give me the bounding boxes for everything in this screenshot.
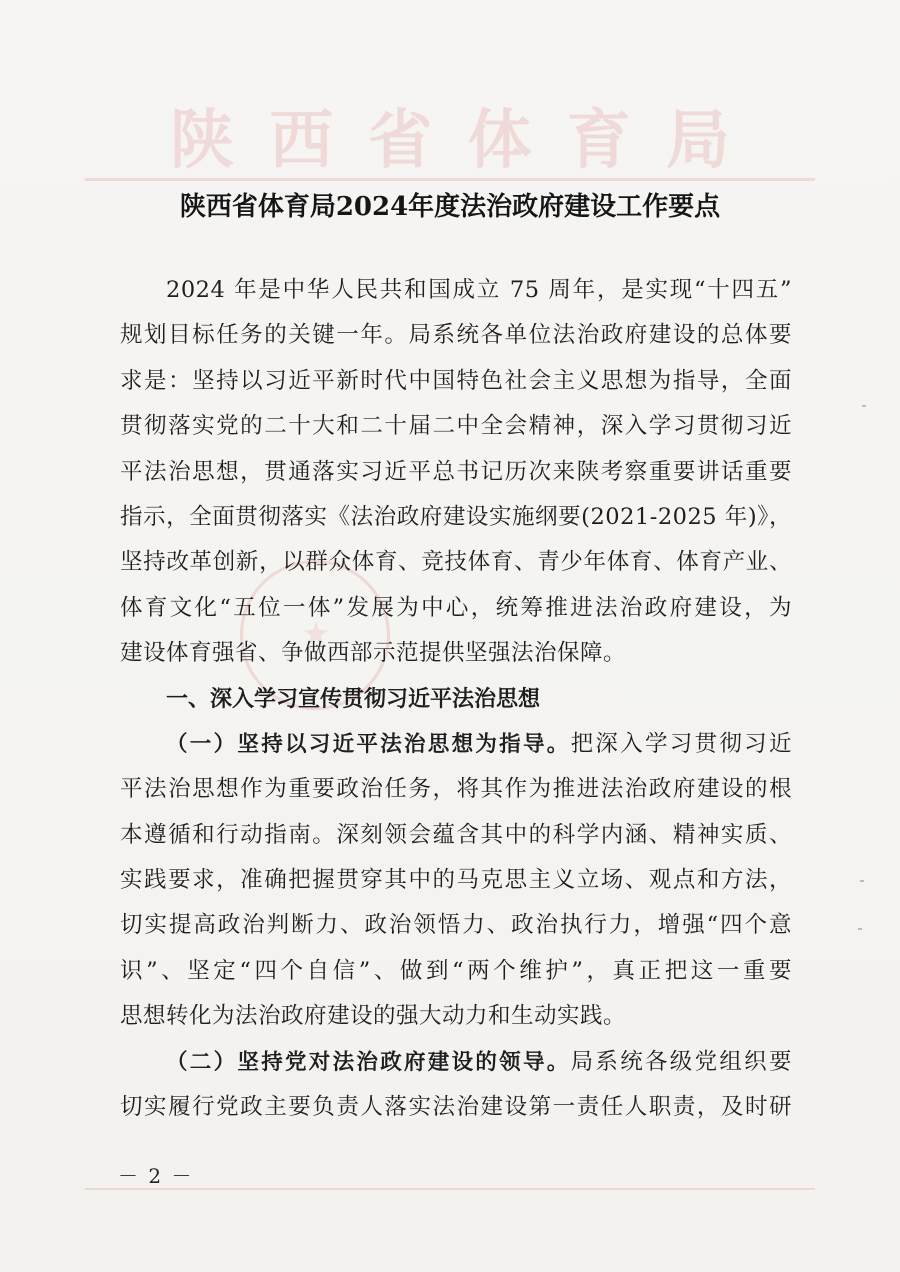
bleed-through-rule-bottom	[85, 1188, 815, 1190]
ghost-char: 局	[665, 103, 730, 178]
ghost-char: 陕	[170, 103, 234, 178]
body-line: 实践要求，准确把握贯穿其中的马克思主义立场、观点和方法，	[120, 867, 792, 894]
section-heading: 一、深入学习宣传贯彻习近平法治思想	[166, 686, 541, 712]
scan-speck	[862, 405, 866, 407]
ghost-char: 省	[368, 103, 433, 178]
body-line: 识”、坚定“四个自信”、做到“两个维护”，真正把这一重要	[120, 957, 792, 984]
body-line: 建设体育强省、争做西部示范提供坚强法治保障。	[120, 640, 627, 667]
document-body	[120, 268, 792, 1130]
body-line: 平法治思想，贯通落实习近平总书记历次来陕考察重要讲话重要	[120, 458, 792, 485]
bleed-through-rule	[85, 178, 815, 181]
item-text: 把深入学习贯彻习近	[570, 730, 792, 757]
body-line: 切实提高政治判断力、政治领悟力、政治执行力，增强“四个意	[120, 912, 792, 939]
document-title: 陕西省体育局2024年度法治政府建设工作要点	[179, 192, 721, 222]
item-text: 局系统各级党组织要	[570, 1048, 792, 1075]
body-line: 规划目标任务的关键一年。局系统各单位法治政府建设的总体要	[120, 322, 792, 349]
body-line: 求是：坚持以习近平新时代中国特色社会主义思想为指导，全面	[120, 367, 792, 394]
body-line: 2024 年是中华人民共和国成立 75 周年，是实现“十四五”	[166, 277, 792, 303]
item-first-line	[120, 1040, 792, 1085]
body-line: 指示，全面贯彻落实《法治政府建设实施纲要(2021-2025 年)》，	[120, 503, 792, 530]
ghost-char: 育	[566, 103, 631, 178]
ghost-char: 西	[269, 103, 334, 178]
item-lead: （一）坚持以习近平法治思想为指导。	[166, 731, 571, 757]
scan-speck	[860, 880, 864, 882]
bleed-through-header	[170, 95, 730, 178]
body-line: 本遵循和行动指南。深刻领会蕴含其中的科学内涵、精神实质、	[120, 821, 792, 848]
body-line: 体育文化“五位一体”发展为中心，统筹推进法治政府建设，为	[120, 594, 792, 621]
body-line: 坚持改革创新，以群众体育、竞技体育、青少年体育、体育产业、	[120, 549, 792, 576]
item-first-line	[120, 722, 792, 767]
ghost-char: 体	[467, 103, 532, 178]
body-line: 思想转化为法治政府建设的强大动力和生动实践。	[120, 1003, 627, 1030]
item-lead: （二）坚持党对法治政府建设的领导。	[166, 1049, 571, 1075]
body-line: 切实履行党政主要负责人落实法治建设第一责任人职责，及时研	[120, 1094, 792, 1121]
page-number: － 2 －	[118, 1164, 194, 1188]
body-line: 平法治思想作为重要政治任务，将其作为推进法治政府建设的根	[120, 776, 792, 803]
scan-speck	[858, 928, 862, 930]
body-line: 贯彻落实党的二十大和二十届二中全会精神，深入学习贯彻习近	[120, 413, 792, 440]
